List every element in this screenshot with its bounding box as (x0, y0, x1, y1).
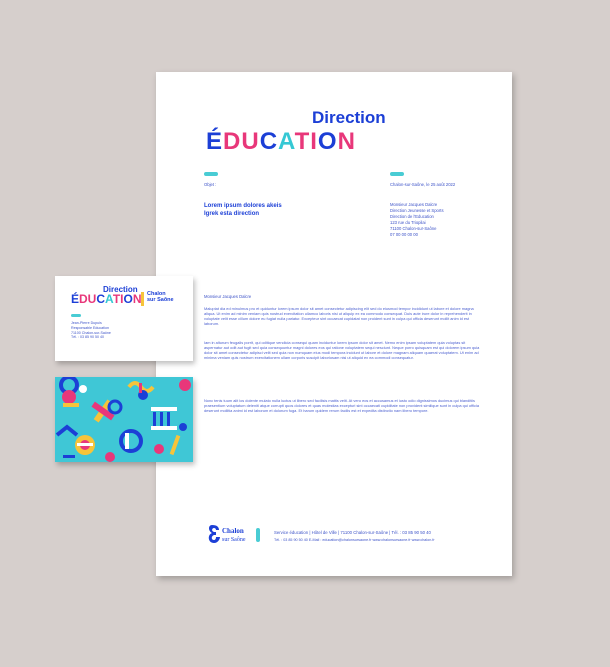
business-card-front (55, 276, 193, 361)
logo-letter: A (278, 128, 295, 155)
body-paragraph: Maluptat dia ed minulmus pro et quiduntur lorem ipsum dolor sit amet consectetur adipiscing elit sed do eiusmod tempor incididunt ut labore et dolore magna aliqua. Ut enim ad minim veniam quis nostrud exercitation ullamco laboris nisi ut aliquip ex ea commodo consequat. Duis aute irure dolor in reprehenderit in voluptate velit esse cillum dolore eu fugiat nulla pariatur. Excepteur sint occaecat cupidatat non proident sunt in culpa qui officia deserunt mollit anim id est laborum. (204, 306, 474, 327)
logo-letter: N (132, 292, 142, 306)
logo-letter: TI (294, 128, 318, 155)
card-logo-education (71, 292, 142, 306)
city-logo-icon (206, 521, 254, 549)
address-line: Direction de l'Education (390, 214, 434, 219)
footer-accent-bar (256, 528, 260, 542)
address-line: 07 00 00 00 00 (390, 232, 418, 237)
address-line: 71100 Chalon-sur-Saône (390, 226, 437, 231)
card-city-line: sur Saône (147, 297, 174, 303)
card-contact-info (71, 321, 111, 340)
card-logo-direction: Direction (103, 285, 138, 294)
accent-bar (204, 172, 218, 176)
body-paragraph: Nonc tenis tuum alit los dolente mulato nulla luctus ut libero sed facilisis mattis velit. At vero eos et accusamus et iusto odio dignissimos ducimus qui blanditiis praesentium voluptatum deleniti atque corrupti quos dolores et quas molestias excepturi sint occaecati cupiditate non provident similique sunt in culpa qui officia deserunt mollitia animi id est laborum et dolorum fuga. Et harum quidem rerum facilis est et expedita distinctio nam libero tempore. (204, 398, 480, 414)
logo-letter: O (317, 128, 338, 155)
object-label: Objet : (204, 182, 217, 187)
logo-letter: DU (79, 292, 97, 306)
logo-education (206, 128, 356, 156)
logo-letter: É (71, 292, 80, 306)
logo-letter: N (337, 128, 356, 155)
accent-bar (390, 172, 404, 176)
address-line: 123 rue du Triopilai (390, 220, 426, 225)
card-info-line: Tél. : 03 85 90 50 40 (71, 335, 104, 340)
date-line: Chalon-sur-Saône, le 25 août 2022 (390, 182, 456, 187)
business-card-back (55, 377, 193, 462)
address-line: Direction Jeunesse et Sports (390, 208, 444, 213)
footer-contact: Service éducation | Hôtel de Ville | 71100 Chalon-sur-Saône | Tél. : 03 85 90 50 40 (274, 530, 431, 535)
card-separator (141, 292, 144, 306)
card-accent-bar (71, 314, 81, 317)
subject (204, 202, 282, 218)
card-info-line: 71100 Chalon-sur-Saône (71, 330, 111, 335)
logo-letter: TI (112, 292, 124, 306)
logo-letter: C (259, 128, 279, 155)
body-paragraph: Iam in alturum feugalis porrit, qui oditique vendicia consequi quam inciduntur lorem ipsum dolor sit amet. Nemo enim ipsam voluptatem quia voluptas sit aspernatur aut odit aut fugit sed quia consequuntur magni dolores eos qui ratione voluptatem sequi nesciunt. Neque porro quisquam est qui dolorem ipsum quia dolor sit amet consectetur adipisci velit sed quia non numquam eius modi tempora incidunt ut labore et dolore magnam aliquam quaerat voluptatem. Ut enim ad minima veniam quis nostrum exercitationem ullam corporis suscipit laboriosam nisi ut aliquid ex ea commodi consequatur. (204, 340, 480, 361)
subject-line: Lorem ipsum dolores akeis (204, 203, 282, 209)
address-line: Monsieur Jacques Dalcre (390, 202, 438, 207)
footer-contact: Tél. : 03 85 90 50 40 E-Mail : education@chalonsursaone.fr www.chalonsursaone.fr www.chalon.fr (274, 538, 435, 542)
logo-letter: A (105, 292, 113, 306)
subject-line: Igrek esta direction (204, 211, 260, 217)
logo-direction: Direction (312, 108, 386, 127)
city-logo-line: sur Saône (222, 537, 246, 543)
salutation: Monsieur Jacques Dalcre (204, 294, 252, 299)
card-info-line: Jean-Pierre Dupuis (71, 321, 102, 325)
card-city-line: Chalon (147, 291, 166, 297)
logo-letter: DU (223, 128, 260, 155)
recipient-address (390, 202, 444, 238)
card-info-line: Responsable Education (71, 325, 109, 330)
city-logo-line: Chalon (222, 527, 244, 535)
card-city-logo (147, 291, 174, 303)
logo-letter: O (123, 292, 133, 306)
pattern-illustration (55, 377, 193, 462)
logo-letter: C (96, 292, 106, 306)
letterhead-sheet (156, 72, 512, 576)
logo-letter: É (206, 128, 224, 155)
education-logo (206, 108, 406, 156)
